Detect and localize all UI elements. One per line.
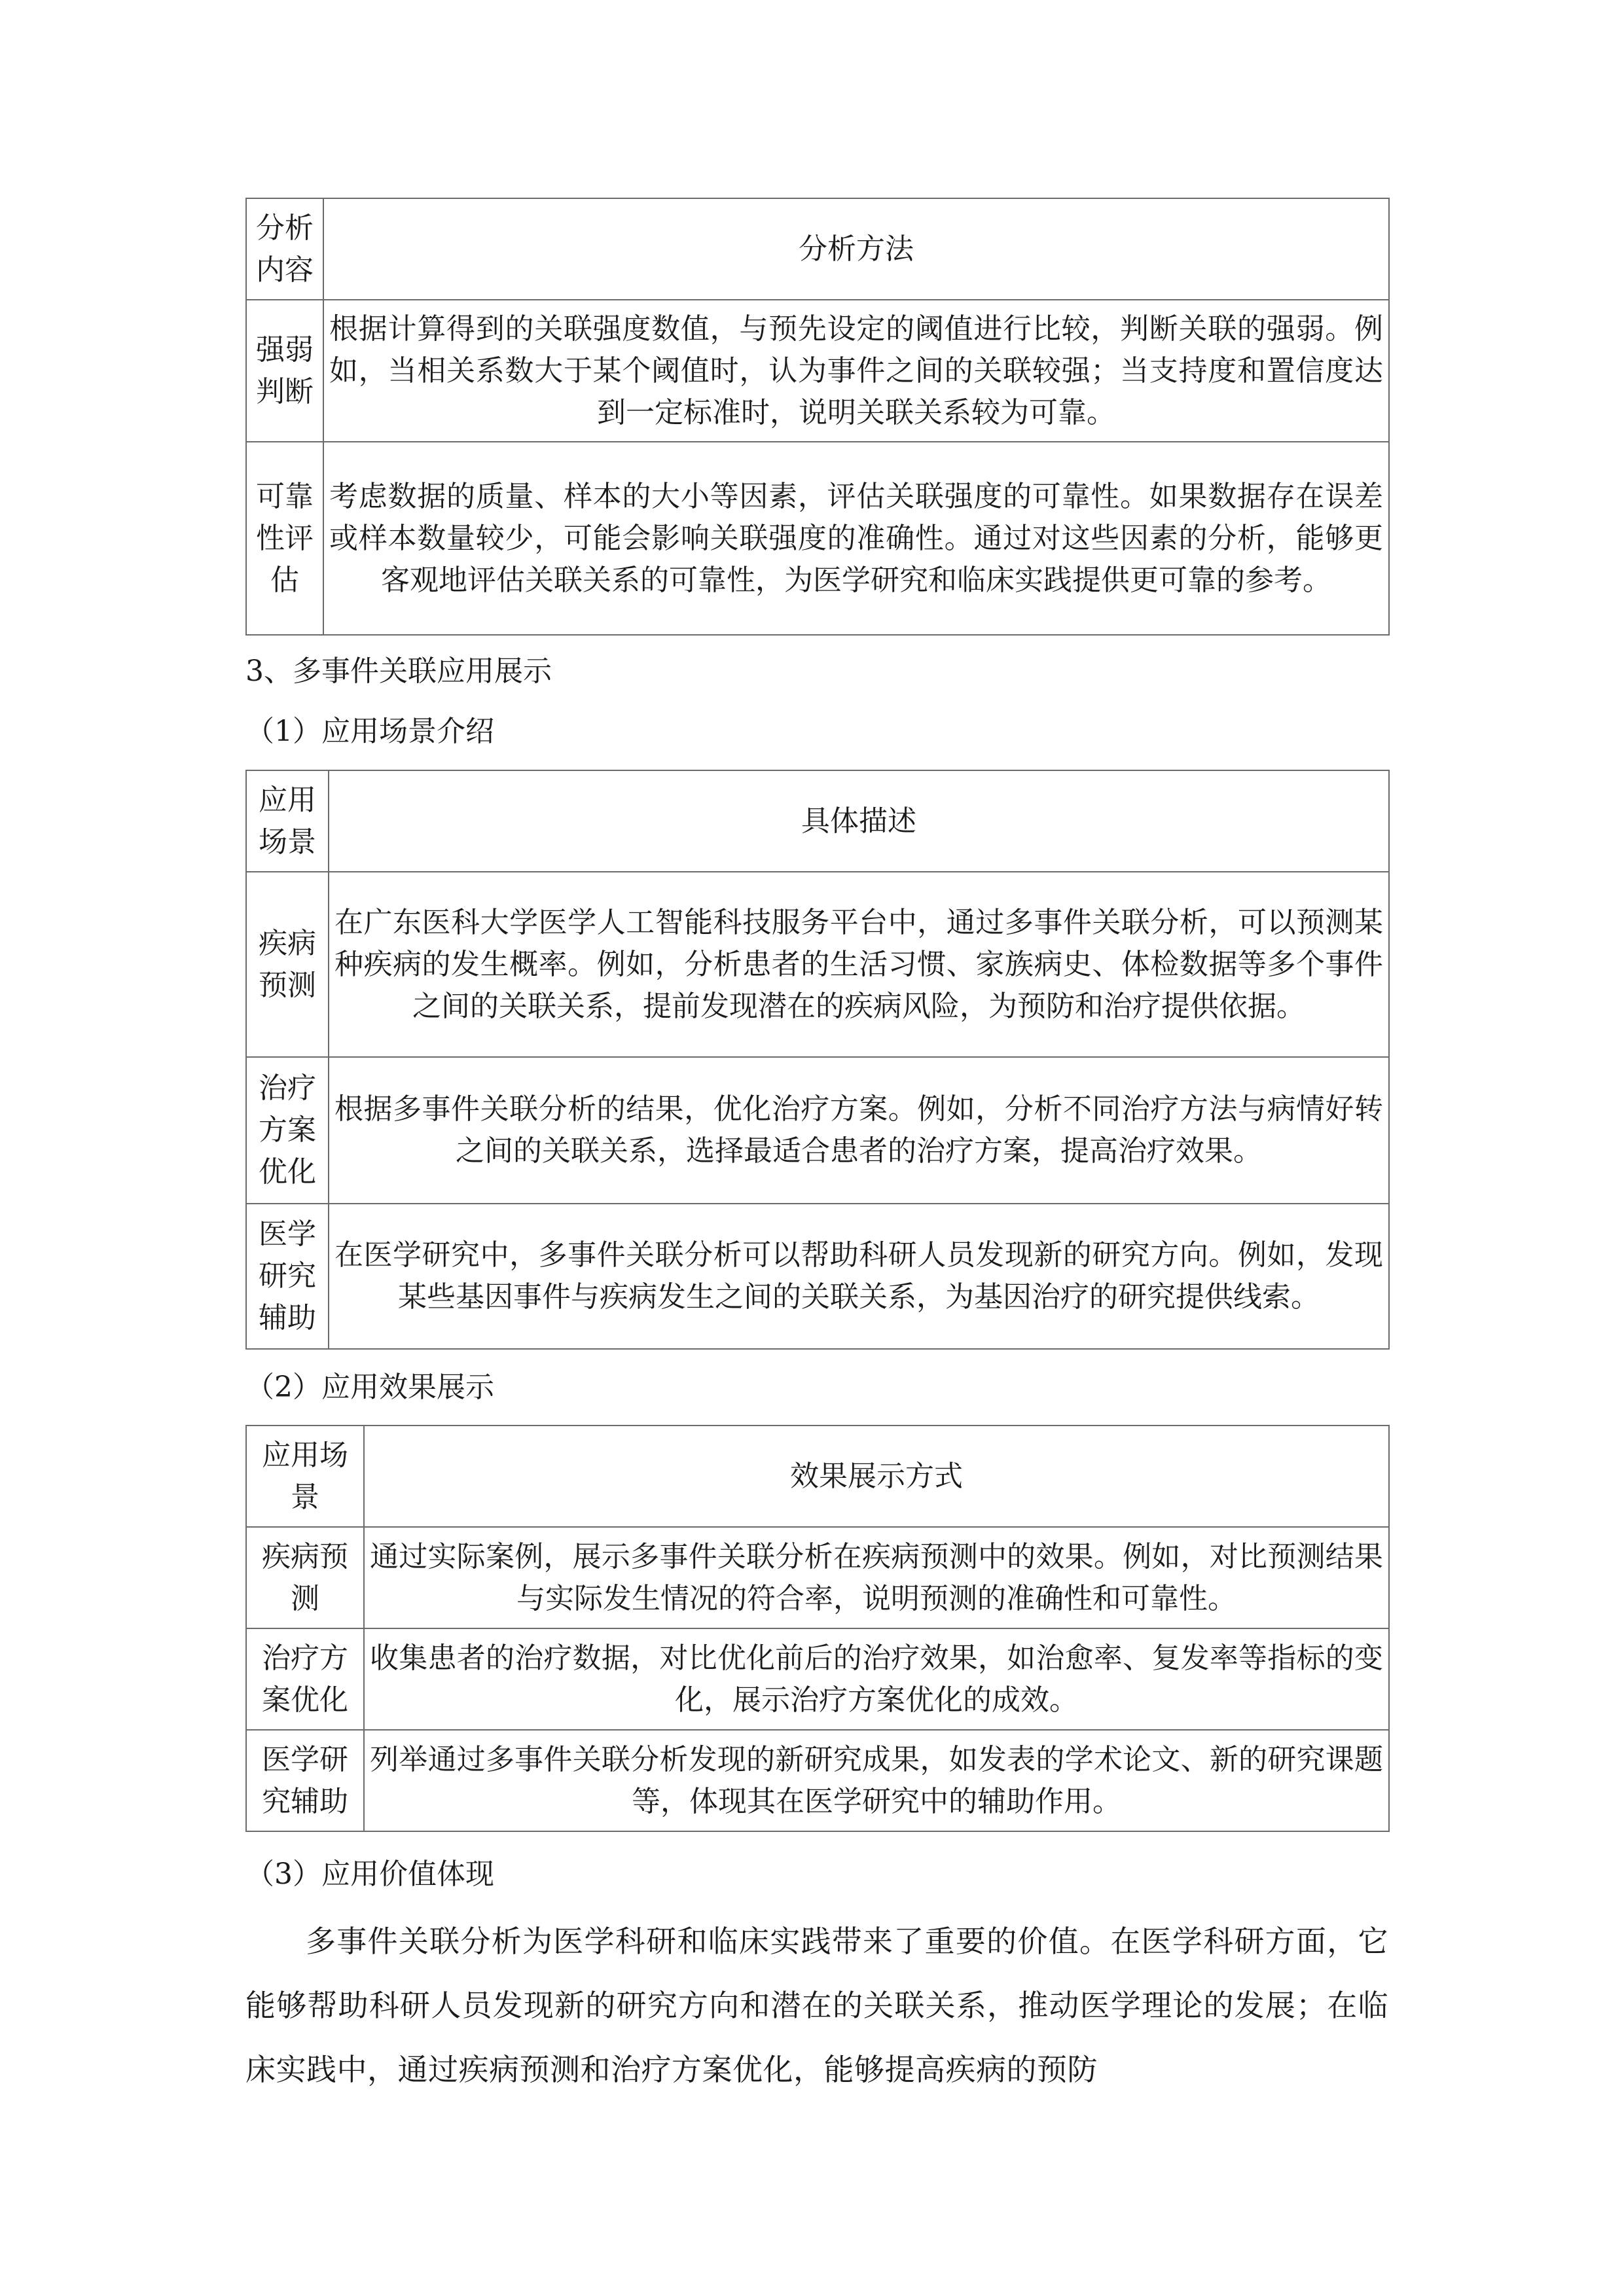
table-row — [246, 1204, 1389, 1349]
table-row — [246, 872, 1389, 1057]
table-header-row — [246, 770, 1389, 872]
header-cell-desc: 具体描述 — [329, 770, 1389, 872]
header-cell-label: 分析内容 — [246, 198, 323, 300]
table-row — [246, 1730, 1389, 1831]
row-desc: 在广东医科大学医学人工智能科技服务平台中，通过多事件关联分析，可以预测某种疾病的发生概率。例如，分析患者的生活习惯、家族病史、体检数据等多个事件之间的关联关系，提前发现潜在的疾病风险，为预防和治疗提供依据。 — [329, 872, 1389, 1057]
row-desc: 列举通过多事件关联分析发现的新研究成果，如发表的学术论文、新的研究课题等，体现其在医学研究中的辅助作用。 — [364, 1730, 1389, 1831]
row-desc: 在医学研究中，多事件关联分析可以帮助科研人员发现新的研究方向。例如，发现某些基因事件与疾病发生之间的关联关系，为基因治疗的研究提供线索。 — [329, 1204, 1389, 1349]
table-row — [246, 442, 1389, 635]
table-row — [246, 300, 1389, 442]
row-label: 疾病预测 — [246, 1527, 364, 1628]
row-desc: 收集患者的治疗数据，对比优化前后的治疗效果，如治愈率、复发率等指标的变化，展示治疗方案优化的成效。 — [364, 1628, 1389, 1730]
header-cell-desc: 效果展示方式 — [364, 1426, 1389, 1527]
header-cell-label: 应用场景 — [246, 1426, 364, 1527]
body-paragraph: 多事件关联分析为医学科研和临床实践带来了重要的价值。在医学科研方面，它能够帮助科研人员发现新的研究方向和潜在的关联关系，推动医学理论的发展；在临床实践中，通过疾病预测和治疗方案优化，能够提高疾病的预防 — [245, 1924, 1388, 2087]
subsection-heading: （1）应用场景介绍 — [245, 715, 494, 748]
row-desc: 根据多事件关联分析的结果，优化治疗方案。例如，分析不同治疗方法与病情好转之间的关联关系，选择最适合患者的治疗方案，提高治疗效果。 — [329, 1057, 1389, 1204]
row-label: 医学研究辅助 — [246, 1204, 329, 1349]
section-heading: 3、多事件关联应用展示 — [245, 655, 552, 688]
row-desc: 考虑数据的质量、样本的大小等因素，评估关联强度的可靠性。如果数据存在误差或样本数量较少，可能会影响关联强度的准确性。通过对这些因素的分析，能够更客观地评估关联关系的可靠性，为医学研究和临床实践提供更可靠的参考。 — [323, 442, 1389, 635]
row-desc: 通过实际案例，展示多事件关联分析在疾病预测中的效果。例如，对比预测结果与实际发生情况的符合率，说明预测的准确性和可靠性。 — [364, 1527, 1389, 1628]
application-effect-table — [245, 1425, 1390, 1832]
analysis-method-table — [245, 198, 1390, 636]
table-row — [246, 1628, 1389, 1730]
header-cell-desc: 分析方法 — [323, 198, 1389, 300]
row-desc: 根据计算得到的关联强度数值，与预先设定的阈值进行比较，判断关联的强弱。例如，当相关系数大于某个阈值时，认为事件之间的关联较强；当支持度和置信度达到一定标准时，说明关联关系较为可靠。 — [323, 300, 1389, 442]
row-label: 治疗方案优化 — [246, 1628, 364, 1730]
application-scenario-table — [245, 770, 1390, 1350]
subsection-heading: （3）应用价值体现 — [245, 1857, 494, 1891]
row-label: 疾病预测 — [246, 872, 329, 1057]
subsection-heading: （2）应用效果展示 — [245, 1371, 494, 1404]
table-row — [246, 1527, 1389, 1628]
row-label: 强弱判断 — [246, 300, 323, 442]
header-cell-label: 应用场景 — [246, 770, 329, 872]
row-label: 医学研究辅助 — [246, 1730, 364, 1831]
table-header-row — [246, 198, 1389, 300]
table-row — [246, 1057, 1389, 1204]
row-label: 治疗方案优化 — [246, 1057, 329, 1204]
row-label: 可靠性评估 — [246, 442, 323, 635]
table-header-row — [246, 1426, 1389, 1527]
